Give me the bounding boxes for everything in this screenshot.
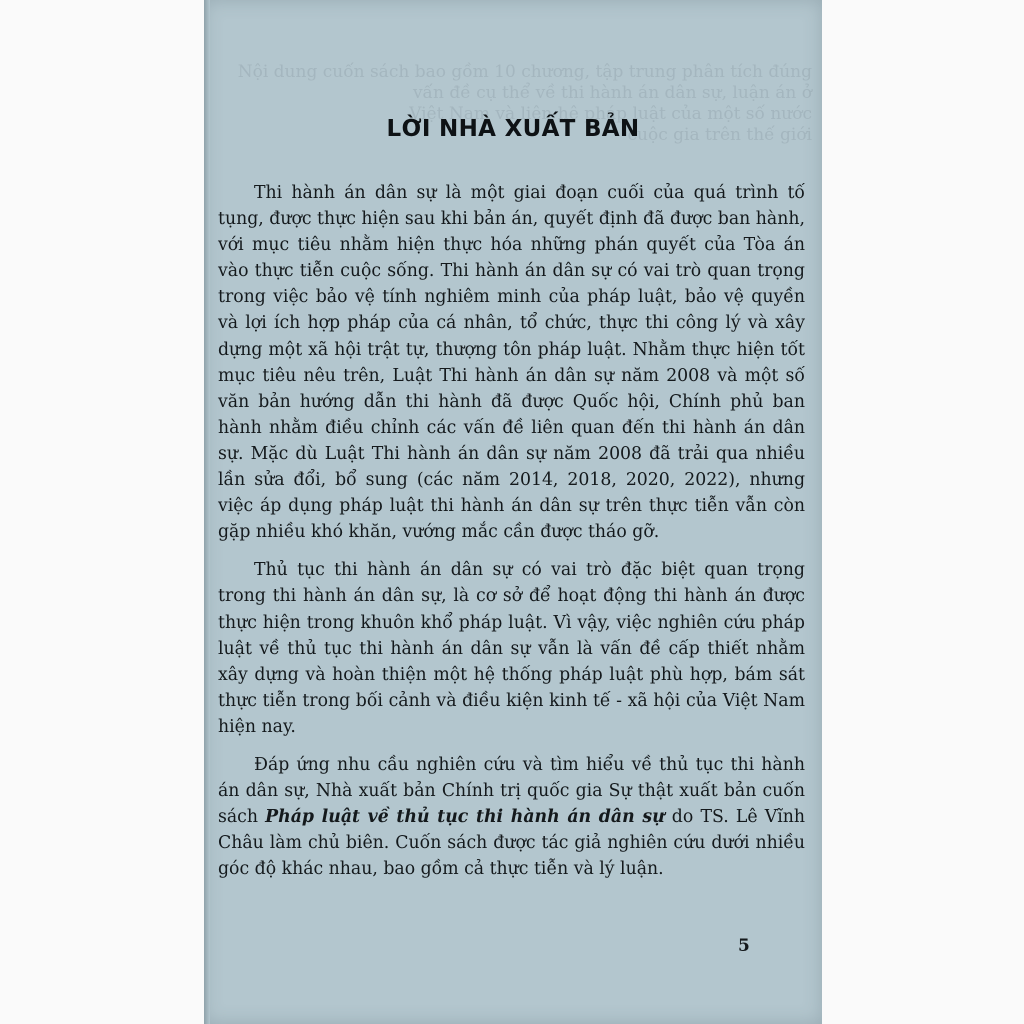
paragraph-1: Thi hành án dân sự là một giai đoạn cuối của quá trình tố tụng, được thực hiện sau khi bản án, quyết định đã được ban hành, với mục tiêu nhằm hiện thực hóa những phán quyết của Tòa án vào thực tiễn cuộc sống. Thi hành án dân sự có vai trò quan trọng trong việc bảo vệ tính nghiêm minh của pháp luật, bảo vệ quyền và lợi ích hợp pháp của cá nhân, tổ chức, thực thi công lý và xây dựng một xã hội trật tự, thượng tôn pháp luật. Nhằm thực hiện tốt mục tiêu nêu trên, Luật Thi hành án dân sự năm 2008 và một số văn bản hướng dẫn thi hành đã được Quốc hội, Chính phủ ban hành nhằm điều chỉnh các vấn đề liên quan đến thi hành án dân sự. Mặc dù Luật Thi hành án dân sự năm 2008 đã trải qua nhiều lần sửa đổi, bổ sung (các năm 2014, 2018, 2020, 2022), nhưng việc áp dụng pháp luật thi hành án dân sự trên thực tiễn vẫn còn gặp nhiều khó khăn, vướng mắc cần được tháo gỡ.: [218, 183, 805, 543]
page-number: 5: [738, 936, 750, 956]
book-page: [204, 0, 822, 1024]
paragraph-2: Thủ tục thi hành án dân sự có vai trò đặc biệt quan trọng trong thi hành án dân sự, là cơ sở để hoạt động thi hành án được thực hiện trong khuôn khổ pháp luật. Vì vậy, việc nghiên cứu pháp luật về thủ tục thi hành án dân sự vẫn là vấn đề cấp thiết nhằm xây dựng và hoàn thiện một hệ thống pháp luật phù hợp, bám sát thực tiễn trong bối cảnh và điều kiện kinh tế - xã hội của Việt Nam hiện nay.: [218, 560, 805, 737]
body-text: [218, 180, 805, 894]
paragraph-3-tail: do TS. Lê Vĩnh Châu làm chủ biên. Cuốn sách được tác giả nghiên cứu dưới nhiều góc độ khác nhau, bao gồm cả thực tiễn và lý luận.: [218, 807, 805, 880]
paragraph-3: [218, 752, 805, 882]
page-heading: LỜI NHÀ XUẤT BẢN: [386, 116, 640, 142]
page-edge-shadow: [204, 0, 210, 1024]
book-title: Pháp luật về thủ tục thi hành án dân sự: [265, 807, 665, 828]
paragraph-3-lead: Đáp ứng nhu cầu nghiên cứu và tìm hiểu về thủ tục thi hành án dân sự, Nhà xuất bản Chính trị quốc gia Sự thật xuất bản cuốn sách: [218, 754, 805, 828]
show-through-text: Nội dung cuốn sách bao gồm 10 chương, tập trung phân tích đúng vấn đề cụ thể về thi hành án dân sự, luận án ở Việt Nam và liên hệ pháp luật của một số nước cuộc gia trên thế giới: [237, 62, 812, 145]
